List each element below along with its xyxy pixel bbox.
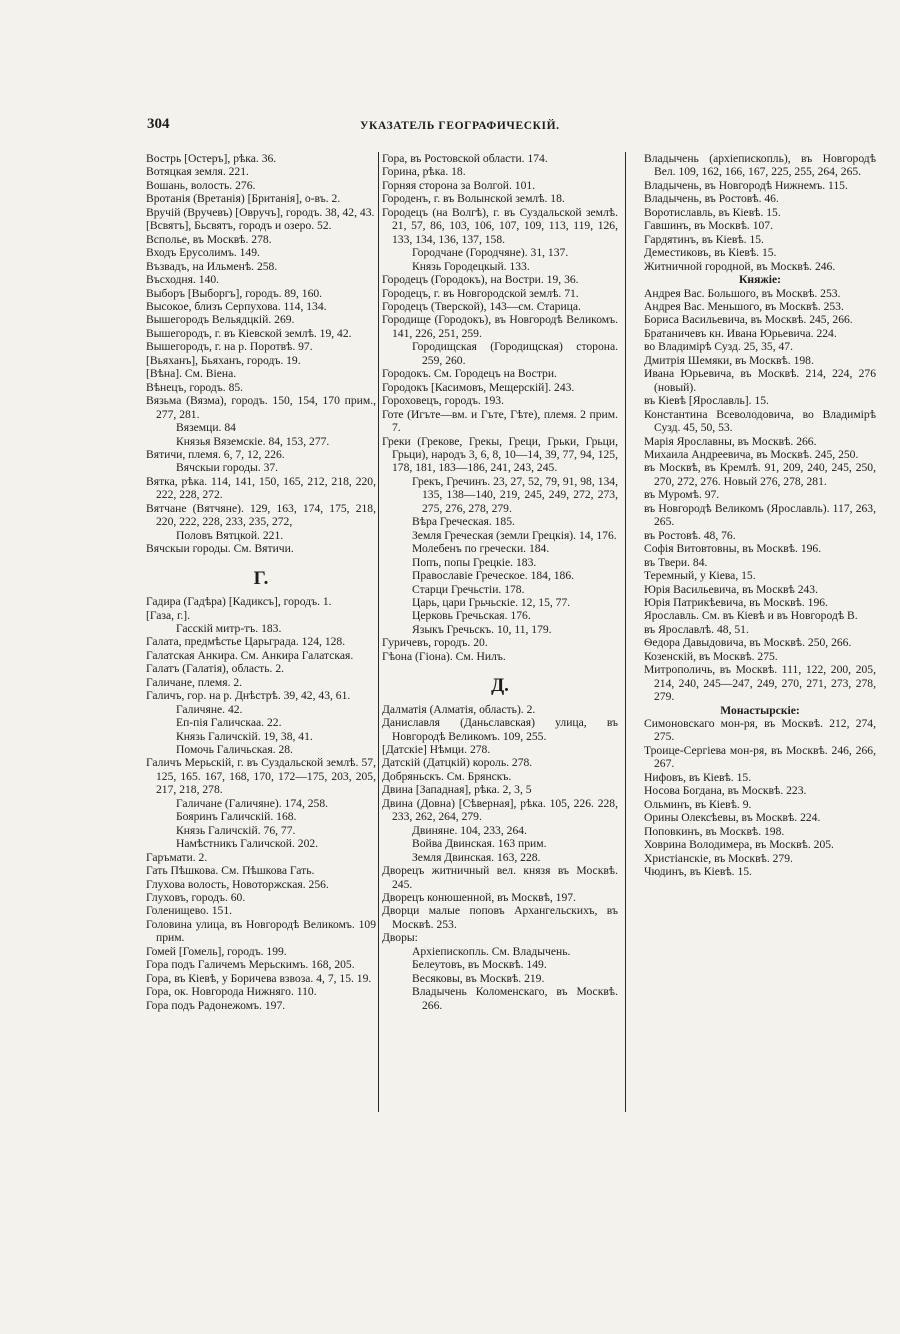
index-entry: Гора, въ Ростовской области. 174. — [382, 152, 548, 165]
index-entry: [Всвятъ], Бьсвятъ, городъ и озеро. 52. — [146, 219, 332, 233]
index-entry: Глуховъ, городъ. 60. — [146, 891, 246, 905]
index-entry: Ѳедора Давыдовича, въ Москвѣ. 250, 266. — [644, 636, 852, 650]
index-entry: Городецъ (Городокъ), на Востри. 19, 36. — [382, 273, 579, 287]
index-entry: Ивана Юрьевича, въ Москвѣ. 214, 224, 276 (новый). — [644, 367, 876, 394]
index-entry: Дворецъ конюшенной, въ Москвѣ, 197. — [382, 891, 576, 905]
index-entry: Троице-Сергіева мон-ря, въ Москвѣ. 246, 266, 267. — [644, 743, 876, 771]
index-subentry: Вячскыи городы. 37. — [176, 461, 279, 475]
index-entry: Городецъ, г. въ Новгородской землѣ. 71. — [382, 286, 579, 300]
index-entry: Городокъ. См. Городецъ на Востри. — [382, 367, 557, 381]
index-entry: Юрія Васильевича, въ Москвѣ 243. — [644, 582, 818, 596]
index-entry: Дворы: — [382, 931, 418, 945]
index-entry: Марія Ярославны, въ Москвѣ. 266. — [644, 434, 817, 448]
index-subentry: Галичане (Галичяне). 174, 258. — [176, 796, 329, 810]
index-subentry: Князь Галичскій. 19, 38, 41. — [176, 729, 313, 743]
index-entry: Готе (Игъте—вм. и Гъте, Гѣте), племя. 2 прим. 7. — [382, 407, 618, 435]
index-entry: въ Ростовѣ. 48, 76. — [644, 528, 736, 542]
index-entry: Добряньскъ. См. Брянскъ. — [382, 769, 512, 783]
index-entry: Вячскыи городы. См. Вятичи. — [146, 542, 294, 556]
index-entry: Гомей [Гомель], городъ. 199. — [146, 944, 287, 958]
index-entry: Глухова волость, Новоторжская. 256. — [146, 877, 329, 891]
column-divider — [625, 152, 626, 1112]
index-entry: Вятчане (Вятчяне). 129, 163, 174, 175, 218, 220, 222, 228, 233, 235, 272, — [146, 501, 376, 529]
index-entry: Софія Витовтовны, въ Москвѣ. 196. — [644, 542, 822, 556]
index-subentry: Земля Двинская. 163, 228. — [412, 850, 541, 864]
index-subentry: Молебенъ по гречески. 184. — [412, 542, 550, 556]
index-entry: Ольминъ, въ Кіевѣ. 9. — [644, 797, 752, 811]
index-entry: Галичане, племя. 2. — [146, 675, 243, 689]
index-entry: Константина Всеволодовича, во Владимірѣ Сузд. 45, 50, 53. — [644, 407, 876, 435]
index-entry: въ Москвѣ, въ Кремлѣ. 91, 209, 240, 245, 250, 270, 272, 276. Новый 276, 278, 281. — [644, 461, 876, 488]
index-entry: Галатская Анкира. См. Анкира Галатская. — [146, 648, 354, 662]
index-entry: Въсходня. 140. — [146, 273, 220, 287]
index-entry: [Вѣна]. См. Віена. — [146, 367, 237, 381]
index-entry: Вятка, рѣка. 114, 141, 150, 165, 212, 218, 220, 222, 228, 272. — [146, 474, 376, 502]
index-subentry: Городчане (Городчяне). 31, 137. — [412, 246, 569, 260]
index-entry: въ Кіевѣ [Ярославль]. 15. — [644, 394, 769, 408]
index-entry: Гать Пѣшкова. См. Пѣшкова Гать. — [146, 864, 315, 878]
index-subentry: Царь, цари Грьчьскіе. 12, 15, 77. — [412, 595, 571, 609]
index-entry: Андрея Вас. Меньшого, въ Москвѣ. 253. — [644, 299, 844, 313]
index-subentry: Городищская (Городищская) сторона. 259, 260. — [412, 340, 618, 367]
index-entry: Высокое, близъ Серпухова. 114, 134. — [146, 299, 327, 313]
index-entry: Гѣона (Гіона). См. Нилъ. — [382, 649, 506, 663]
index-entry: Владычень, въ Ростовѣ. 46. — [644, 192, 779, 206]
index-entry: Гавшинъ, въ Москвѣ. 107. — [644, 219, 773, 233]
index-entry: Головина улица, въ Новгородѣ Великомъ. 109 прим. — [146, 917, 376, 945]
index-entry: Вотяцкая земля. 221. — [146, 165, 249, 179]
index-entry: Носова Богдана, въ Москвѣ. 223. — [644, 784, 807, 798]
index-entry: Гора подъ Радонежомъ. 197. — [146, 998, 286, 1012]
index-entry: Вѣнецъ, городъ. 85. — [146, 380, 244, 394]
index-entry: Гадира (Гадѣра) [Кадиксъ], городъ. 1. — [146, 595, 332, 609]
index-subentry: Намѣстникъ Галичской. 202. — [176, 837, 319, 851]
index-subentry: Земля Греческая (земли Грецкія). 14, 176. — [412, 528, 617, 542]
index-entry: Дворецъ житничный вел. князя въ Москвѣ. 245. — [382, 864, 618, 891]
index-entry: Вострь [Остеръ], рѣка. 36. — [146, 152, 277, 165]
index-entry: Всполье, въ Москвѣ. 278. — [146, 232, 272, 246]
index-entry: Городище (Городокъ), въ Новгородѣ Великомъ. 141, 226, 251, 259. — [382, 313, 618, 340]
index-subentry: Языкъ Гречьскъ. 10, 11, 179. — [412, 622, 552, 636]
index-subentry: Попъ, попы Грецкіе. 183. — [412, 555, 537, 569]
section-letter: Г. — [253, 567, 269, 589]
index-entry: въ Муромѣ. 97. — [644, 488, 720, 502]
index-entry: въ Ярославлѣ. 48, 51. — [644, 622, 749, 636]
index-entry: Вручій (Вручевъ) [Овручъ], городъ. 38, 42, 43. — [146, 205, 375, 219]
index-entry: Ярославль. См. въ Кіевѣ и въ Новгородѣ В. — [644, 609, 858, 623]
index-entry: Михаила Андреевича, въ Москвѣ. 245, 250. — [644, 447, 859, 461]
index-entry: Поповкинъ, въ Москвѣ. 198. — [644, 824, 785, 838]
index-entry: Владычень (архіепископль), въ Новгородѣ Вел. 109, 162, 166, 167, 225, 255, 264, 265. — [644, 152, 876, 179]
index-entry: Гора, въ Кіевѣ, у Боричева взвоза. 4, 7, 15. 19. — [146, 971, 372, 985]
index-entry: Городенъ, г. въ Волынской землѣ. 18. — [382, 192, 565, 206]
index-entry: Горина, рѣка. 18. — [382, 165, 466, 179]
index-entry: Вышегородъ Вельядцкій. 269. — [146, 313, 295, 327]
index-entry: Галатъ (Галатія), область. 2. — [146, 662, 285, 676]
index-subentry: Двиняне. 104, 233, 264. — [412, 823, 527, 837]
index-entry: Входъ Ерусолимъ. 149. — [146, 246, 260, 260]
index-entry: Гороховецъ, городъ. 193. — [382, 394, 504, 408]
index-entry: Вышегородъ, г. на р. Поротвѣ. 97. — [146, 340, 313, 354]
index-entry: Дворци малые поповъ Архангельскихъ, въ Москвѣ. 253. — [382, 904, 618, 931]
index-entry: Городецъ (на Волгѣ), г. въ Суздальской землѣ. 21, 57, 86, 103, 106, 107, 109, 113, 119, 126, 133, 134, 136, 137, 158. — [382, 205, 618, 246]
index-entry: Козенскій, въ Москвѣ. 275. — [644, 649, 778, 663]
running-head: УКАЗАТЕЛЬ ГЕОГРАФИЧЕСКІЙ. — [360, 120, 560, 132]
index-entry: Гардятинъ, въ Кіевѣ. 15. — [644, 232, 764, 246]
index-entry: Гаръмати. 2. — [146, 850, 208, 864]
page-number: 304 — [147, 116, 170, 132]
index-entry: Симоновскаго мон-ря, въ Москвѣ. 212, 274, 275. — [644, 717, 876, 744]
index-entry: [Газа, г.]. — [146, 608, 191, 622]
index-subentry: Архіепископль. См. Владычень. — [412, 944, 571, 958]
index-subentry: Владычень Коломенскаго, въ Москвѣ. 266. — [412, 985, 618, 1012]
index-subentry: Войва Двинская. 163 прим. — [412, 837, 547, 851]
index-subentry: Князь Галичскій. 76, 77. — [176, 823, 296, 837]
index-entry: Гуричевъ, городъ. 20. — [382, 636, 488, 650]
index-entry: Митрополичь, въ Москвѣ. 111, 122, 200, 205, 214, 240, 245—247, 249, 270, 271, 273, 278, 279. — [644, 663, 876, 704]
index-entry: Вротанія (Вретанія) [Британія], о-въ. 2. — [146, 192, 341, 206]
index-entry: Городецъ (Тверской), 143—см. Старица. — [382, 299, 581, 313]
index-subentry: Старци Гречьстіи. 178. — [412, 582, 525, 596]
index-subentry: Князь Городецкый. 133. — [412, 259, 530, 273]
index-entry: Орины Олексѣевы, въ Москвѣ. 224. — [644, 811, 821, 825]
index-entry: Даниславля (Даньславская) улица, въ Новгородѣ Великомъ. 109, 255. — [382, 716, 618, 743]
index-entry: Теремный, у Кіева, 15. — [644, 569, 756, 583]
index-entry: Галичъ Мерьскій, г. въ Суздальской землѣ. 57, 125, 165. 167, 168, 170, 172—175, 203, 205, 217, 218, 278. — [146, 756, 376, 797]
subsection-heading: Княжіе: — [739, 273, 781, 287]
index-entry: [Датскіе] Нѣмци. 278. — [382, 743, 491, 757]
index-column-left — [146, 152, 376, 1012]
index-entry: Греки (Грекове, Грекы, Греци, Грьки, Грьци, Грьци), народъ 3, 6, 8, 10—14, 39, 77, 94, 125, 178, 181, 183—186, 241, 243, 245. — [382, 434, 618, 475]
index-entry: Двина [Западная], рѣка. 2, 3, 5 — [382, 783, 532, 797]
index-subentry: Православіе Греческое. 184, 186. — [412, 569, 575, 583]
index-entry: Голенищево. 151. — [146, 904, 233, 918]
index-entry: Датскій (Датцкій) король. 278. — [382, 756, 533, 770]
index-entry: во Владимірѣ Сузд. 25, 35, 47. — [644, 340, 793, 354]
index-entry: въ Твери. 84. — [644, 555, 708, 569]
index-entry: Двина (Довна) [Сѣверная], рѣка. 105, 226. 228, 233, 262, 264, 279. — [382, 796, 618, 824]
index-entry: Городокъ [Касимовъ, Мещерскій]. 243. — [382, 380, 575, 394]
index-subentry: Вяземци. 84 — [176, 421, 236, 435]
index-entry: Вышегородъ, г. въ Кіевской землѣ. 19, 42. — [146, 326, 352, 340]
index-entry: Галата, предмѣстье Царьграда. 124, 128. — [146, 635, 346, 649]
index-entry: Деместиковъ, въ Кіевѣ. 15. — [644, 246, 777, 260]
index-entry: Братаничевъ кн. Ивана Юрьевича. 224. — [644, 326, 837, 340]
index-entry: Выборъ [Выборгъ], городъ. 89, 160. — [146, 286, 323, 300]
index-subentry: Еп-пія Галичскаа. 22. — [176, 716, 282, 730]
index-entry: Бориса Васильевича, въ Москвѣ. 245, 266. — [644, 313, 853, 327]
index-entry: Вятичи, племя. 6, 7, 12, 226. — [146, 447, 285, 461]
index-entry: Възвадъ, на Ильменѣ. 258. — [146, 259, 278, 273]
index-entry: Нифовъ, въ Кіевѣ. 15. — [644, 770, 752, 784]
index-entry: Галичъ, гор. на р. Днѣстрѣ. 39, 42, 43, 61. — [146, 689, 351, 703]
index-entry: Воротиславль, въ Кіевѣ. 15. — [644, 205, 781, 219]
index-column-middle — [382, 152, 618, 1012]
index-entry: въ Новгородѣ Великомъ (Ярославль). 117, 263, 265. — [644, 501, 876, 529]
index-entry: Житничной городной, въ Москвѣ. 246. — [644, 259, 836, 273]
index-entry: Далматія (Алматія, область). 2. — [382, 702, 536, 716]
section-letter: Д. — [491, 675, 509, 697]
index-column-right — [644, 152, 876, 878]
index-entry: Горняя сторона за Волгой. 101. — [382, 178, 536, 192]
index-subentry: Половъ Вятцкой. 221. — [176, 528, 284, 542]
subsection-heading: Монастырскіе: — [720, 703, 800, 717]
index-entry: Ховрина Володимера, въ Москвѣ. 205. — [644, 838, 834, 852]
index-subentry: Помочь Галичьская. 28. — [176, 743, 293, 757]
index-subentry: Белеутовъ, въ Москвѣ. 149. — [412, 958, 547, 972]
index-subentry: Вѣра Греческая. 185. — [412, 515, 515, 529]
column-divider — [378, 152, 379, 1112]
index-subentry: Князья Вяземскіе. 84, 153, 277. — [176, 434, 330, 448]
index-subentry: Бояринъ Галичскій. 168. — [176, 810, 297, 824]
index-entry: Андрея Вас. Большого, въ Москвѣ. 253. — [644, 286, 841, 300]
index-entry: Вошань, волость. 276. — [146, 178, 256, 192]
index-entry: Гора, ок. Новгорода Нижняго. 110. — [146, 985, 317, 999]
index-subentry: Галичяне. 42. — [176, 702, 243, 716]
index-entry: Вязьма (Вязма), городъ. 150, 154, 170 прим., 277, 281. — [146, 394, 376, 421]
index-entry: Гора подъ Галичемъ Мерьскимъ. 168, 205. — [146, 958, 355, 972]
index-entry: Юрія Патрикѣевича, въ Москвѣ. 196. — [644, 595, 828, 609]
index-entry: Дмитрія Шемяки, въ Москвѣ. 198. — [644, 353, 814, 367]
index-subentry: Грекъ, Гречинъ. 23, 27, 52, 79, 91, 98, 134, 135, 138—140, 219, 245, 249, 272, 273, 275, 276, 278, 279. — [412, 474, 618, 515]
index-entry: Чюдинъ, въ Кіевѣ. 15. — [644, 865, 752, 879]
index-subentry: Церковь Гречьская. 176. — [412, 609, 531, 623]
index-subentry: Гасскій митр-тъ. 183. — [176, 621, 282, 635]
index-entry: [Вьяханъ], Бьяханъ, городъ. 19. — [146, 353, 301, 367]
index-subentry: Весяковы, въ Москвѣ. 219. — [412, 971, 545, 985]
index-entry: Владычень, въ Новгородѣ Нижнемъ. 115. — [644, 178, 848, 192]
index-entry: Христіанскіе, въ Москвѣ. 279. — [644, 851, 793, 865]
